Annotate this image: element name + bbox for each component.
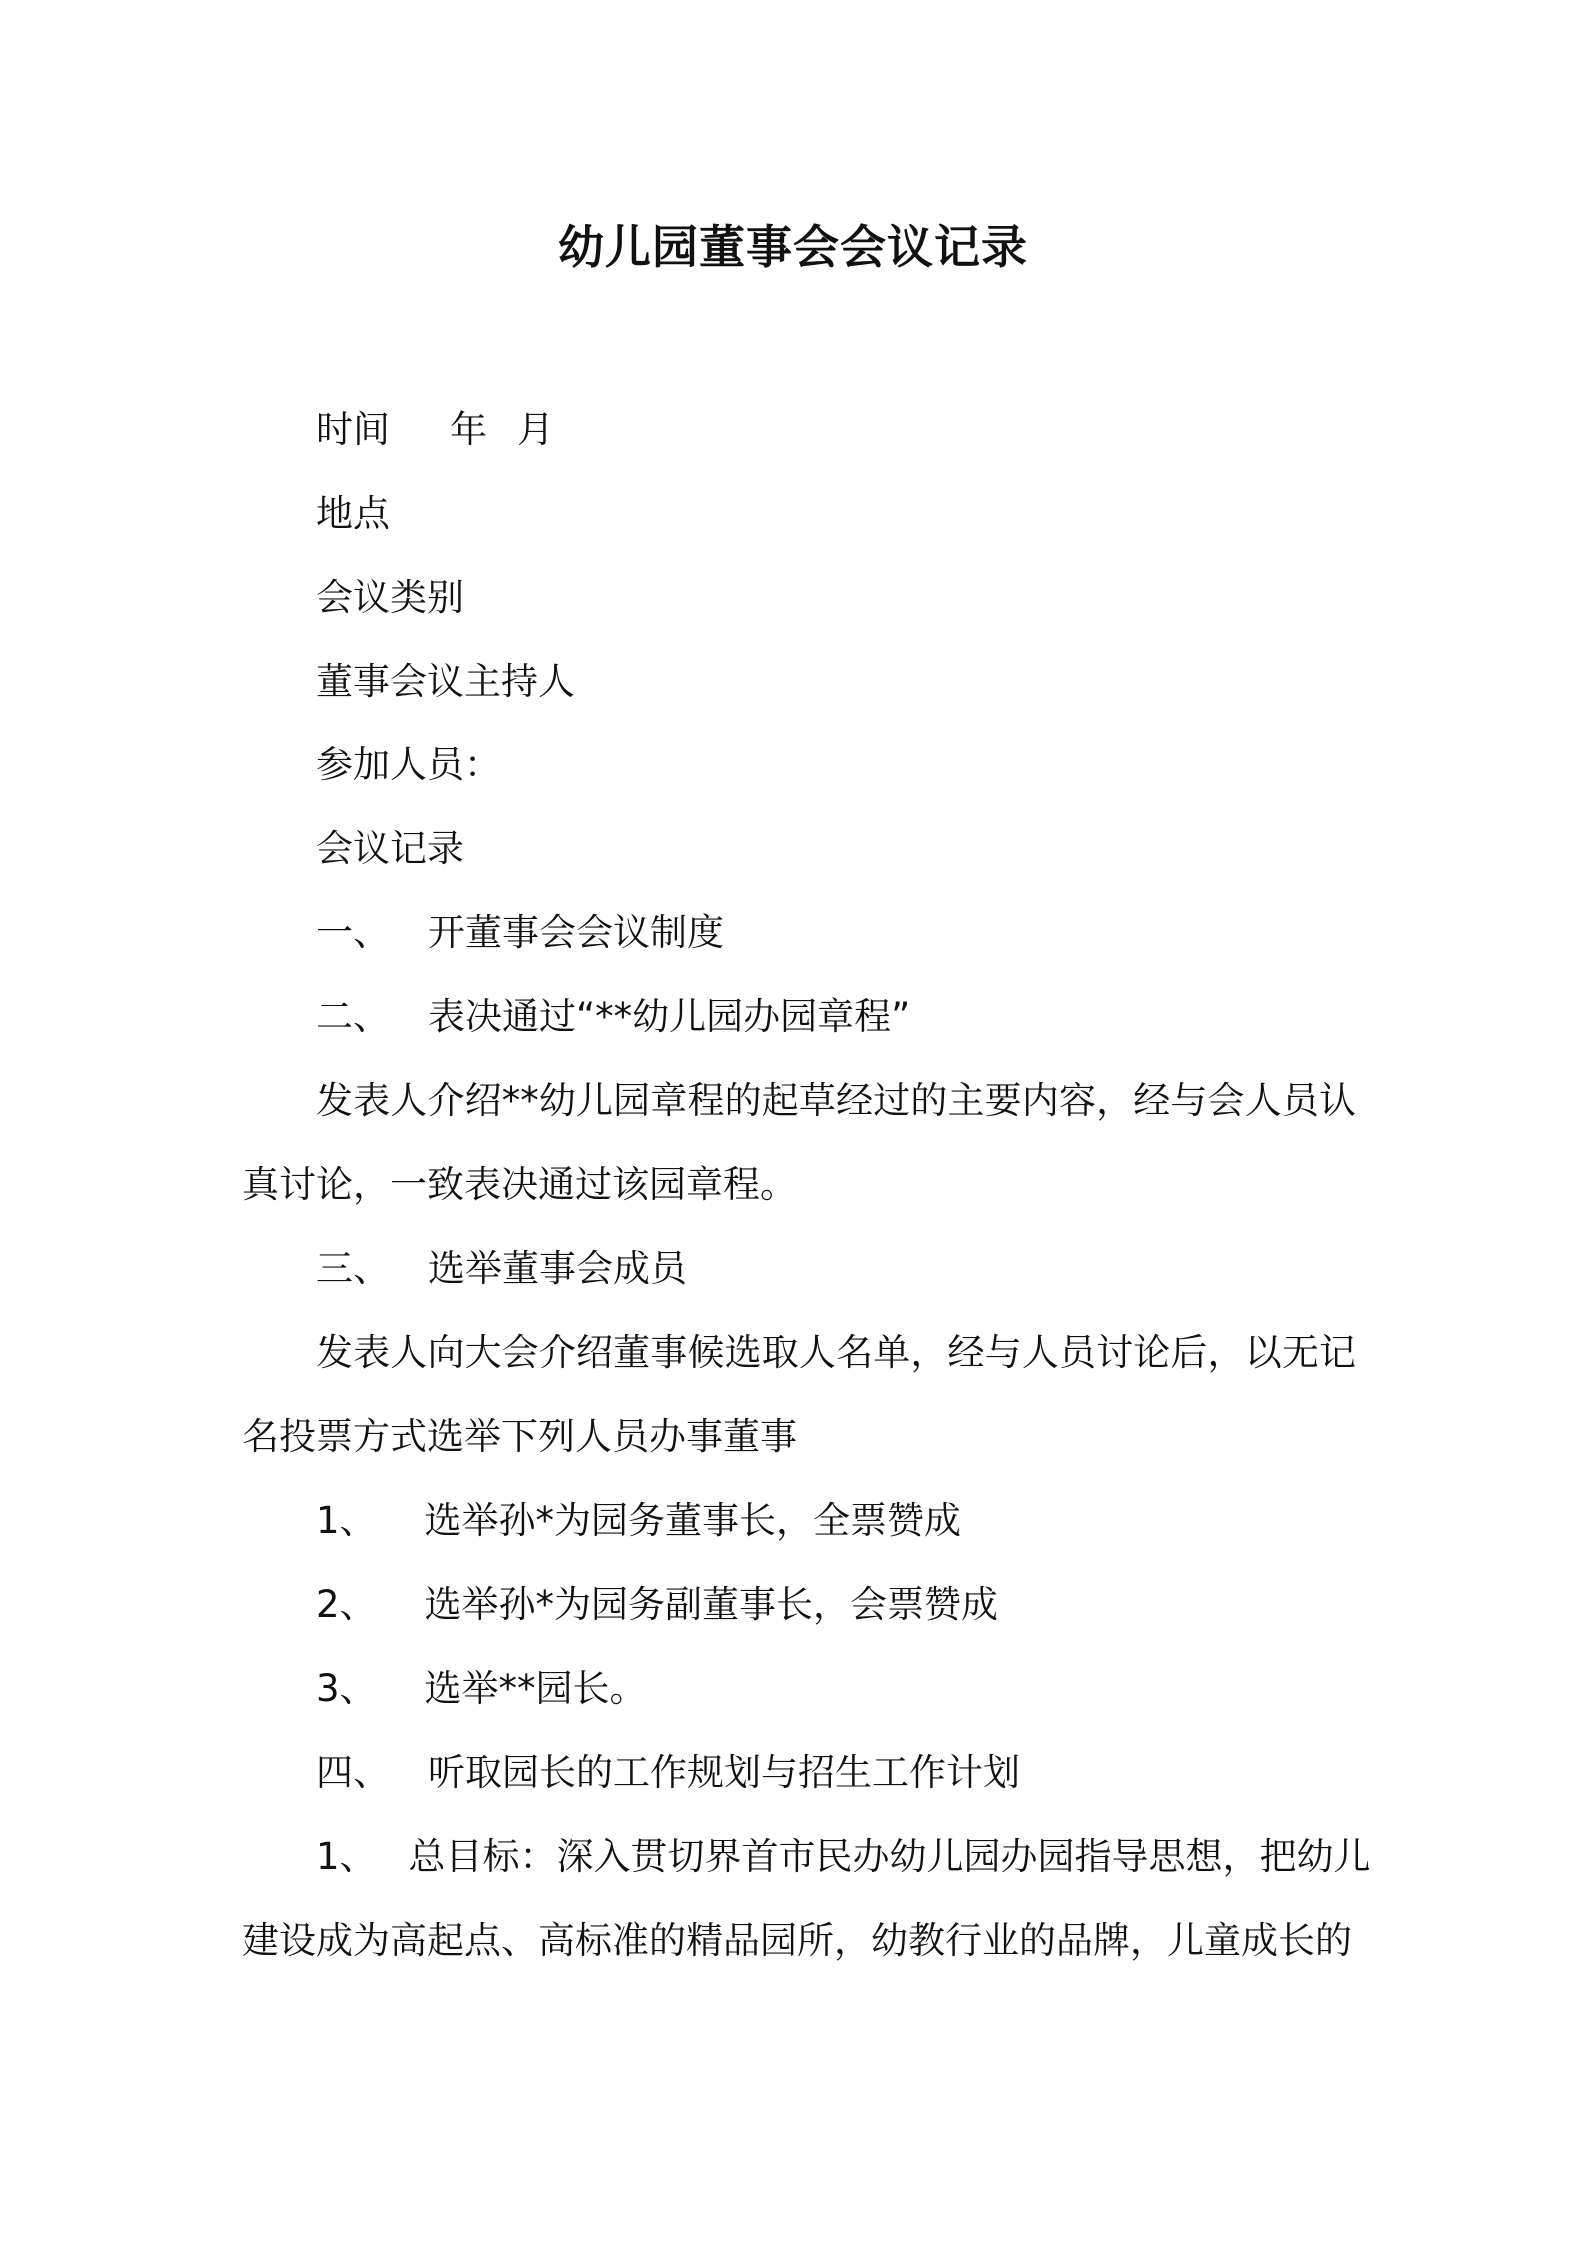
time-field xyxy=(316,402,554,458)
section-heading xyxy=(316,1745,1020,1801)
section-text: 选举董事会成员 xyxy=(428,1247,687,1290)
item-text: 选举孙*为园务副董事长，会票赞成 xyxy=(424,1583,999,1626)
section-heading xyxy=(316,905,724,961)
section-number: 二、 xyxy=(316,995,390,1038)
host-field: 董事会议主持人 xyxy=(316,660,575,703)
item-number: 1、 xyxy=(316,1499,377,1542)
section-text: 表决通过“**幼儿园办园章程” xyxy=(428,995,911,1038)
paragraph-line: 发表人介绍**幼儿园章程的起草经过的主要内容，经与会人员认 xyxy=(316,1079,1356,1122)
item-number: 2、 xyxy=(316,1583,377,1626)
section-heading xyxy=(316,1241,687,1297)
place-field: 地点 xyxy=(316,492,390,535)
paragraph-line: 建设成为高起点、高标准的精品园所，幼教行业的品牌，儿童成长的 xyxy=(242,1919,1352,1962)
item-number: 3、 xyxy=(316,1667,377,1710)
election-item xyxy=(316,1577,998,1633)
section-number: 四、 xyxy=(316,1751,390,1794)
year-label: 年 xyxy=(450,408,487,451)
section-heading xyxy=(316,989,910,1045)
section-text: 开董事会会议制度 xyxy=(428,911,724,954)
election-item xyxy=(316,1493,961,1549)
time-label: 时间 xyxy=(316,408,390,451)
plan-number: 1、 xyxy=(316,1835,377,1878)
paragraph-line: 名投票方式选举下列人员办事董事 xyxy=(242,1415,797,1458)
paragraph-line: 真讨论，一致表决通过该园章程。 xyxy=(242,1163,797,1206)
record-heading: 会议记录 xyxy=(316,827,464,870)
attendees-field: 参加人员： xyxy=(316,743,501,786)
paragraph-line: 发表人向大会介绍董事候选取人名单，经与人员讨论后，以无记 xyxy=(316,1331,1356,1374)
item-text: 选举孙*为园务董事长，全票赞成 xyxy=(424,1499,962,1542)
section-text: 听取园长的工作规划与招生工作计划 xyxy=(428,1751,1020,1794)
section-number: 三、 xyxy=(316,1247,390,1290)
plan-line xyxy=(316,1829,1371,1885)
section-number: 一、 xyxy=(316,911,390,954)
month-label: 月 xyxy=(517,408,554,451)
plan-text: 总目标：深入贯切界首市民办幼儿园办园指导思想，把幼儿 xyxy=(408,1835,1371,1878)
election-item xyxy=(316,1661,647,1717)
category-field: 会议类别 xyxy=(316,576,464,619)
item-text: 选举**园长。 xyxy=(424,1667,647,1710)
document-title: 幼儿园董事会会议记录 xyxy=(558,220,1028,274)
